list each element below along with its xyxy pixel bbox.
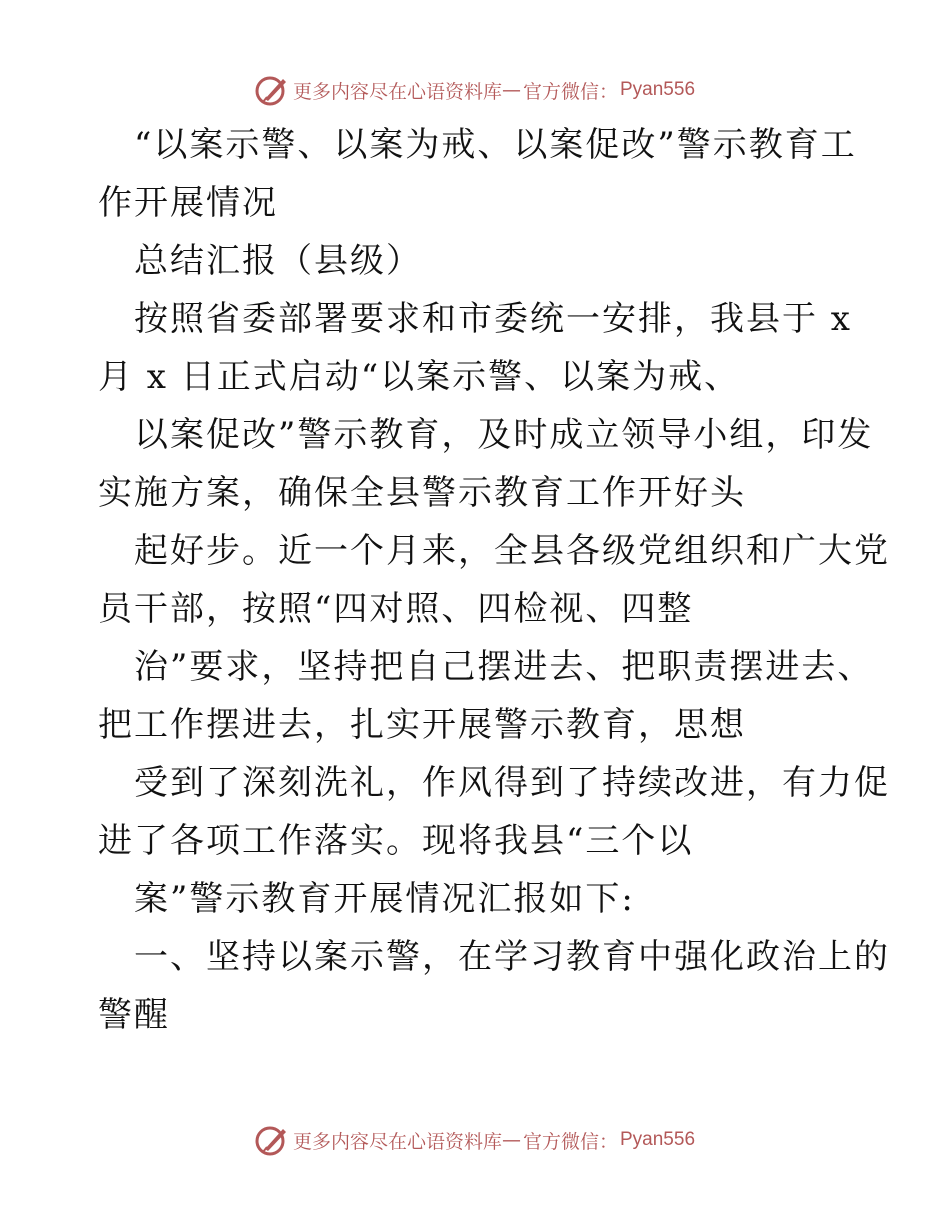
paragraph-line: 实施方案，确保全县警示教育工作开好头	[98, 473, 746, 513]
banner-wechat-id: Pyan556	[620, 79, 696, 100]
document-body	[98, 116, 890, 1044]
banner-separator: —	[501, 79, 521, 101]
quill-pen-circle-icon	[255, 1123, 289, 1157]
paragraph-line: 按照省委部署要求和市委统一安排，我县于 x	[134, 299, 852, 339]
paragraph-line: 把工作摆进去，扎实开展警示教育，思想	[98, 705, 746, 745]
banner-text: 更多内容尽在心语资料库	[292, 80, 502, 103]
section-heading-line: 警醒	[98, 995, 170, 1035]
banner-separator: —	[501, 1129, 521, 1151]
paragraph-line: 进了各项工作落实。现将我县“三个以	[98, 821, 694, 861]
paragraph-line: 治”要求，坚持把自己摆进去、把职责摆进去、	[134, 647, 874, 687]
header-watermark-banner	[0, 70, 950, 110]
banner-wechat-id: Pyan556	[620, 1129, 696, 1150]
subtitle-line: 总结汇报（县级）	[134, 241, 422, 281]
paragraph-line: 案”警示教育开展情况汇报如下:	[134, 879, 635, 919]
title-line-2: 作开展情况	[98, 183, 278, 223]
paragraph-line: 受到了深刻洗礼，作风得到了持续改进，有力促	[134, 763, 890, 803]
banner-text: 更多内容尽在心语资料库	[292, 1130, 502, 1153]
paragraph-line: 月 x 日正式启动“以案示警、以案为戒、	[98, 357, 741, 397]
section-heading-line: 一、坚持以案示警，在学习教育中强化政治上的	[134, 937, 890, 977]
paragraph-line: 起好步。近一个月来，全县各级党组织和广大党	[134, 531, 890, 571]
paragraph-line: 员干部，按照“四对照、四检视、四整	[98, 589, 694, 629]
banner-wechat-label: 官方微信：	[522, 80, 618, 103]
title-line-1: “以案示警、以案为戒、以案促改”警示教育工	[134, 125, 857, 165]
paragraph-line: 以案促改”警示教育，及时成立领导小组，印发	[134, 415, 874, 455]
banner-wechat-label: 官方微信：	[522, 1130, 618, 1153]
quill-pen-circle-icon	[255, 73, 289, 107]
footer-watermark-banner	[0, 1120, 950, 1160]
